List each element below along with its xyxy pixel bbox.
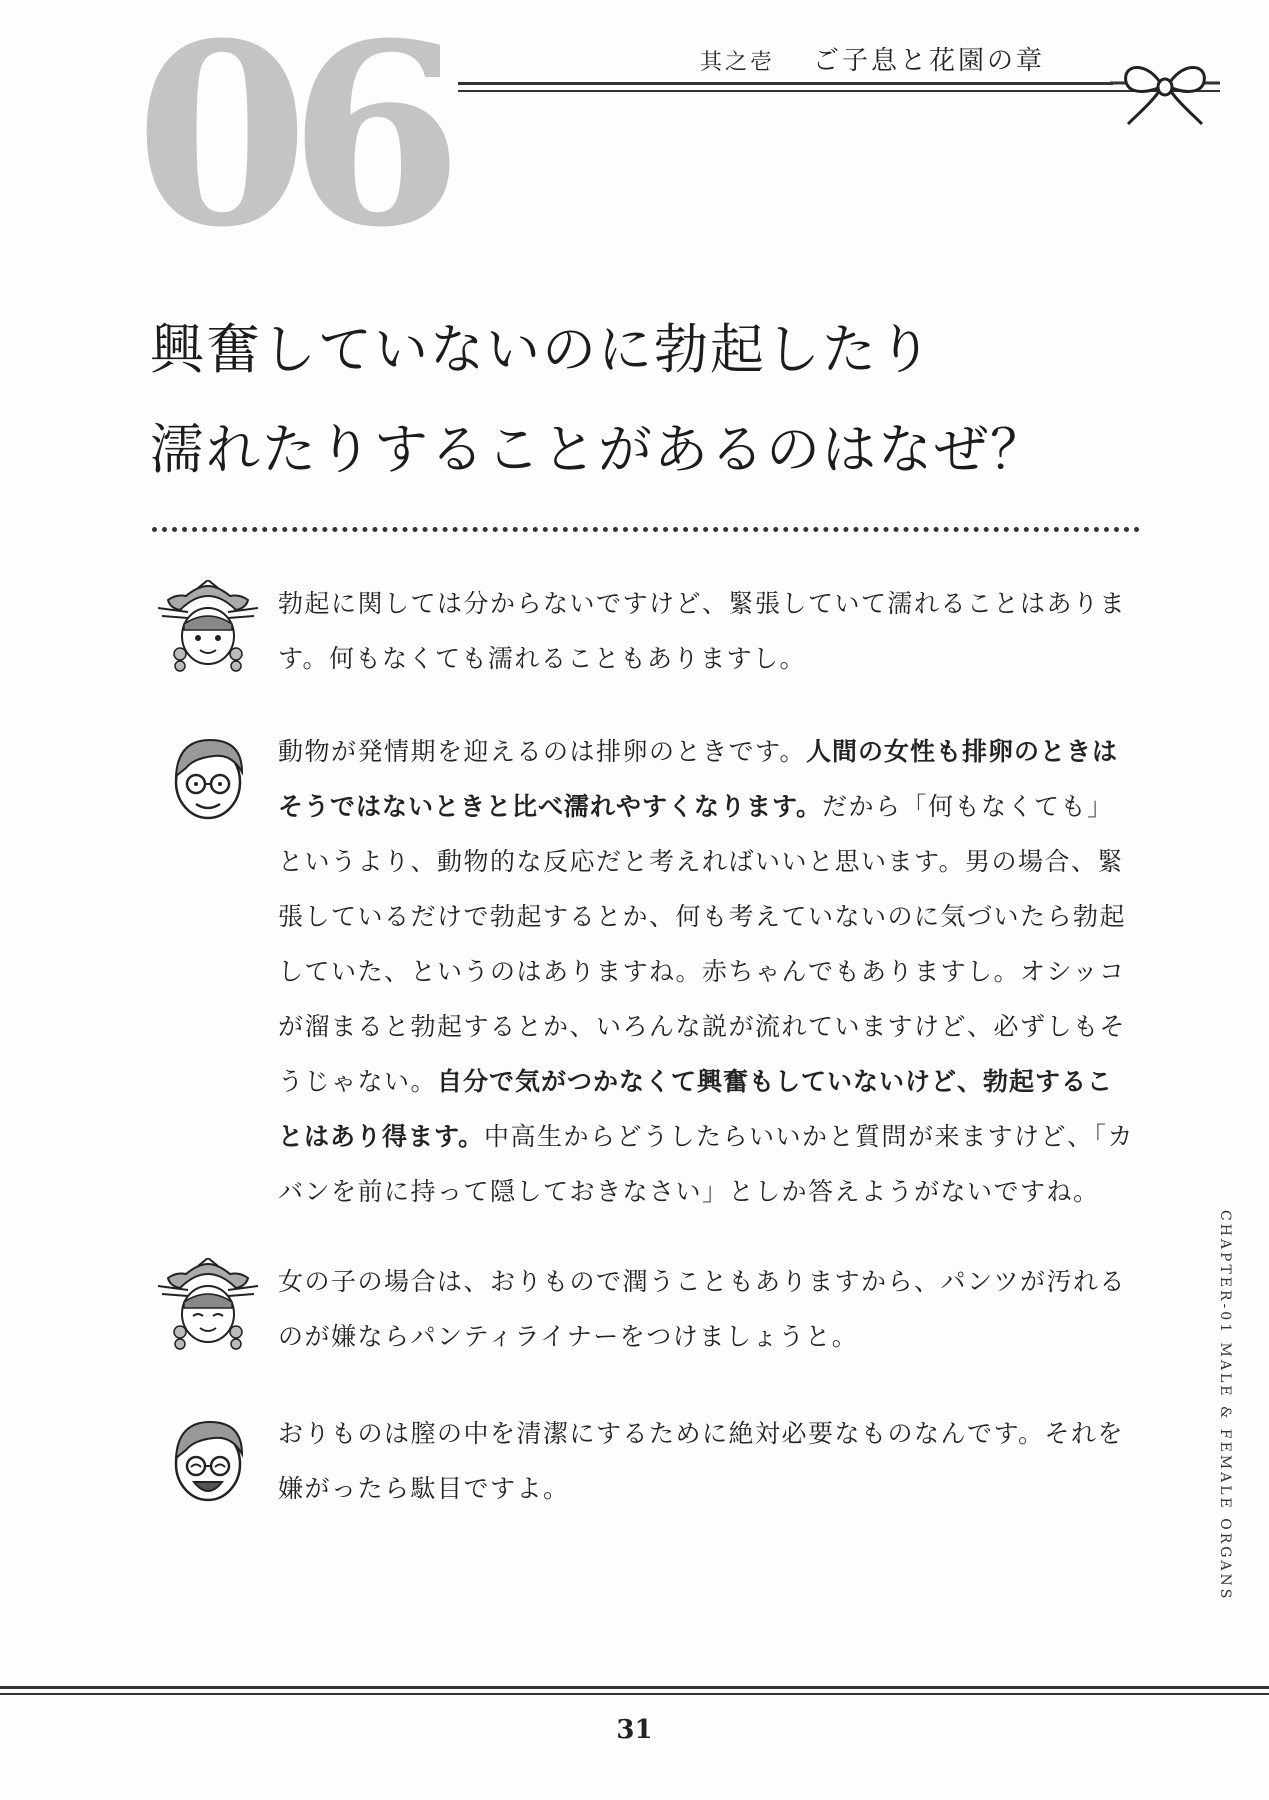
courtesan-smiling-avatar-icon	[158, 1258, 258, 1358]
paragraph-2-text-2: だから「何もなくても」というより、動物的な反応だと考えればいいと思います。男の場合、緊張しているだけで勃起するとか、何も考えていないのに気づいたら勃起していた、というのはありますね。赤ちゃんでもありますし。オシッコが溜まると勃起するとか、いろんな説が流れていますけど、必ずしもそうじゃない。	[278, 792, 1127, 1096]
header-rule	[458, 82, 1113, 96]
title-line-2: 濡れたりすることがあるのはなぜ？	[150, 418, 1046, 481]
paragraph-1	[278, 576, 1138, 686]
chapter-side-label-text: CHAPTER-01 MALE & FEMALE ORGANS	[1217, 1210, 1233, 1602]
paragraph-3	[278, 1254, 1138, 1364]
paragraph-2-text-1: 動物が発情期を迎えるのは排卵のときです。	[278, 737, 807, 766]
page-number: 31	[616, 1715, 653, 1745]
ribbon-bow-icon	[1110, 52, 1220, 127]
doctor-laughing-avatar-icon	[158, 1410, 258, 1510]
title-line-1: 興奮していないのに勃起したり	[150, 318, 934, 381]
footer-rule	[0, 1686, 1269, 1698]
chapter-label	[700, 40, 1045, 77]
paragraph-2	[278, 724, 1138, 1219]
paragraph-4-text: おりものは膣の中を清潔にするために絶対必要なものなんです。それを嫌がったら駄目ですよ。	[278, 1419, 1125, 1503]
chapter-number: 06	[135, 0, 443, 282]
paragraph-4	[278, 1406, 1138, 1516]
paragraph-2-bold-1: 人間の女性も排卵のときはそうではないときと比べ濡れやすくなります。	[278, 737, 1119, 821]
paragraph-2-bold-2: 自分で気がつかなくて興奮もしていないけど、勃起することはあり得ます。	[278, 1067, 1114, 1151]
dotted-divider	[152, 527, 1140, 532]
paragraph-3-text: 女の子の場合は、おりもので潤うこともありますから、パンツが汚れるのが嫌ならパンティライナーをつけましょうと。	[278, 1267, 1127, 1351]
courtesan-avatar-icon	[158, 580, 258, 680]
doctor-glasses-avatar-icon	[158, 728, 258, 828]
part-label: 其之壱	[700, 50, 776, 75]
paragraph-1-text: 勃起に関しては分からないですけど、緊張していて濡れることはあります。何もなくても濡れることもありますし。	[278, 589, 1127, 673]
chapter-title: ご子息と花園の章	[813, 46, 1046, 76]
chapter-side-label	[1217, 1210, 1247, 1630]
paragraph-2-text-3: 中高生からどうしたらいいかと質問が来ますけど、「カバンを前に持って隠しておきなさい」としか答えようがないですね。	[278, 1122, 1135, 1206]
page-title	[150, 300, 1150, 500]
